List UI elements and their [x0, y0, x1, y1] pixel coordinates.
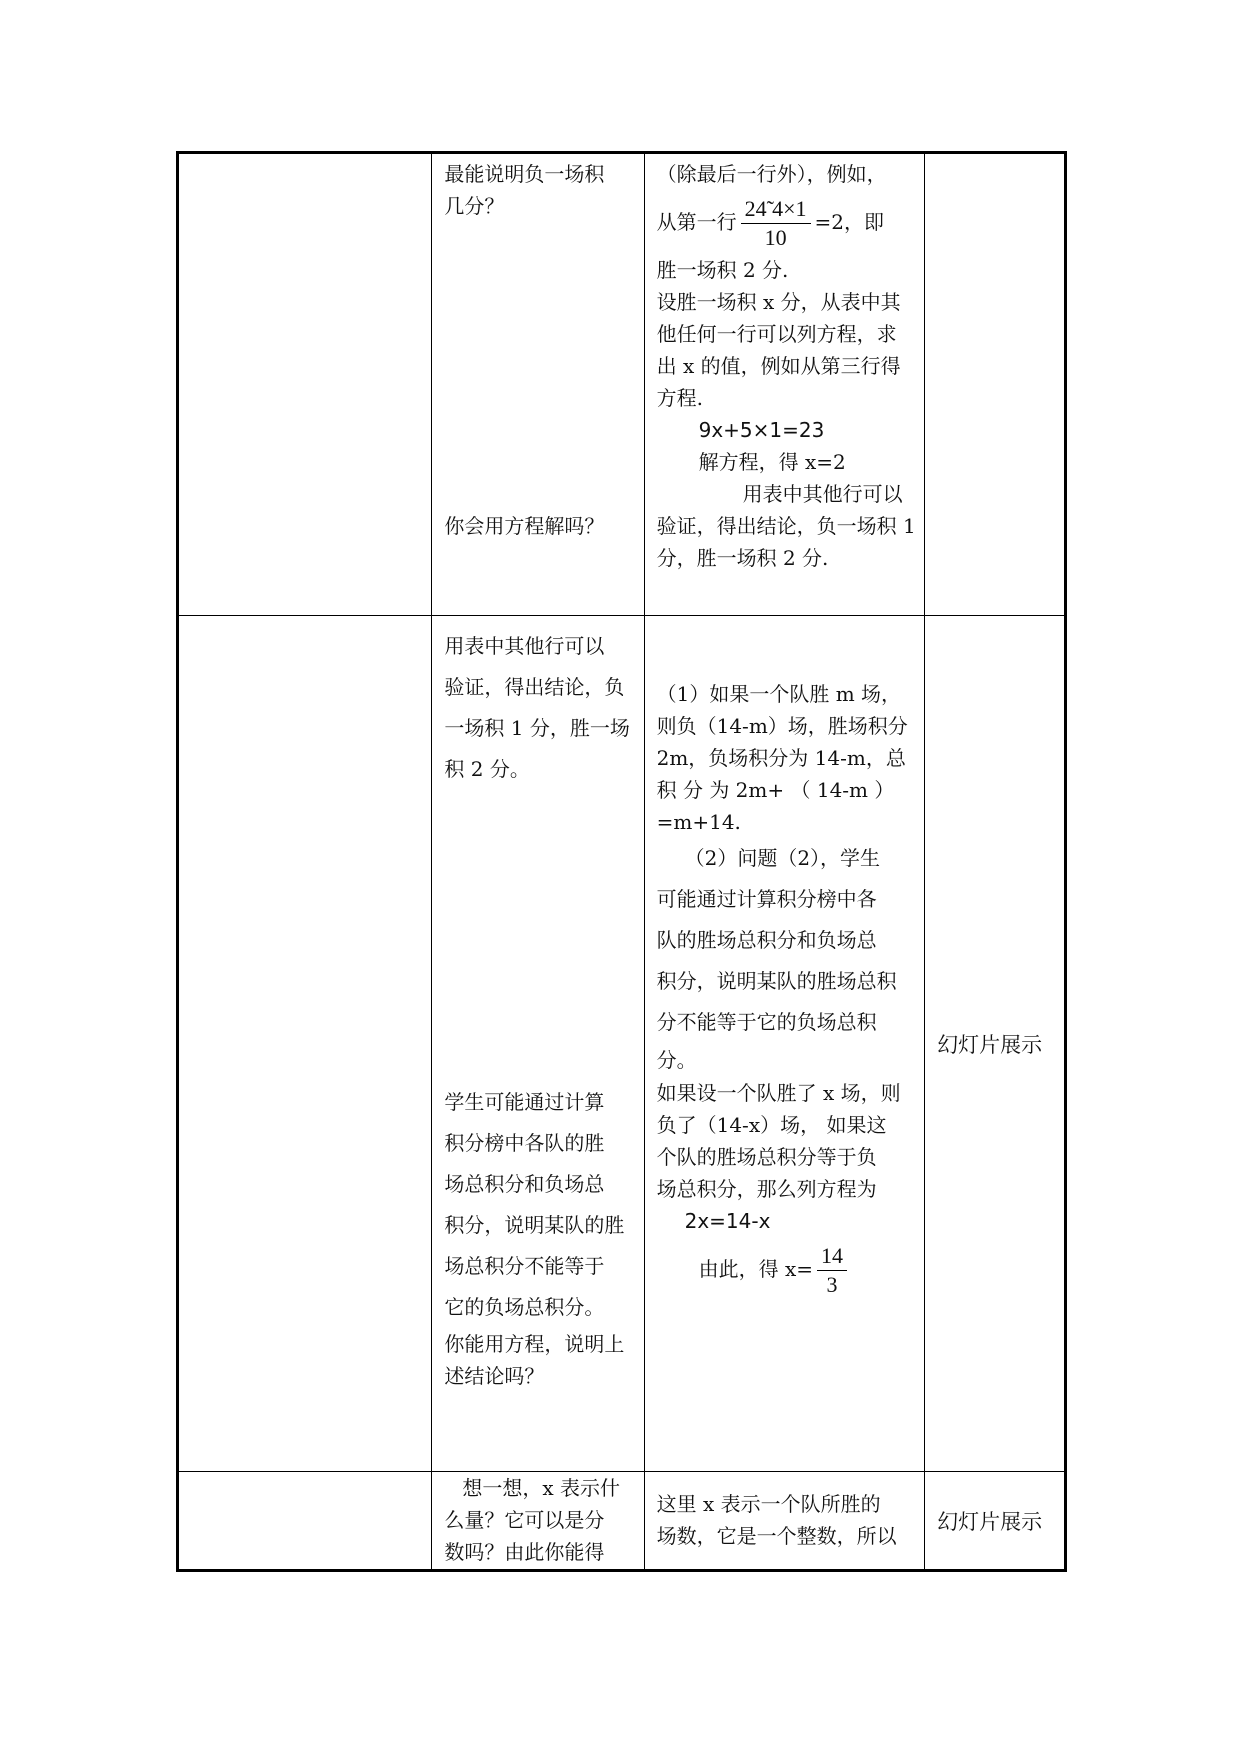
fraction — [741, 195, 811, 252]
fraction — [817, 1242, 847, 1299]
row3-answer-cell — [644, 1472, 925, 1571]
answer-text: （2）问题（2），学生 — [684, 846, 881, 870]
answer-text: 设胜一场积 x 分，从表中其 — [656, 290, 901, 314]
question-text: 积分榜中各队的胜 — [444, 1131, 605, 1155]
answer-text: 分不能等于它的负场总积 — [656, 1010, 877, 1034]
row2-col1-cell — [178, 616, 432, 1472]
answer-text: 出 x 的值，例如从第三行得 — [656, 354, 901, 378]
answer-text: 可能通过计算积分榜中各 — [656, 887, 877, 911]
equation: 2x=14-x — [684, 1209, 771, 1233]
answer-text: =m+14. — [656, 810, 741, 834]
row1-col1-cell — [178, 153, 432, 616]
fraction-denominator: 3 — [826, 1272, 838, 1297]
row2-question-cell — [432, 616, 644, 1472]
question-text: 积分，说明某队的胜 — [444, 1213, 625, 1237]
answer-text: （1）如果一个队胜 m 场， — [656, 682, 902, 706]
question-text: 最能说明负一场积 — [444, 162, 605, 186]
slide-show-note: 幻灯片展示 — [937, 1032, 1043, 1057]
slide-show-note: 幻灯片展示 — [937, 1509, 1043, 1534]
answer-text: 则负（14-m）场，胜场积分 — [656, 714, 908, 738]
answer-text: 如果设一个队胜了 x 场，则 — [656, 1081, 901, 1105]
answer-text: 负了（14-x）场， 如果这 — [656, 1113, 887, 1137]
row2-notes-cell — [925, 616, 1066, 1472]
lesson-plan-table — [176, 151, 1067, 1572]
question-text: 用表中其他行可以 — [444, 634, 605, 658]
question-text: 它的负场总积分。 — [444, 1295, 605, 1319]
row3-col1-cell — [178, 1472, 432, 1571]
row3-notes-cell — [925, 1472, 1066, 1571]
row1-col4-cell — [925, 153, 1066, 616]
answer-text: （除最后一行外），例如， — [656, 162, 887, 186]
table-row — [178, 153, 1066, 616]
answer-text: 用表中其他行可以 — [742, 482, 903, 506]
question-text: 想一想，x 表示什 — [462, 1476, 621, 1500]
answer-text: 胜一场积 2 分. — [656, 258, 789, 282]
question-text: 验证，得出结论，负 — [444, 675, 625, 699]
answer-text: 验证，得出结论，负一场积 1 — [656, 514, 916, 538]
question-text: 么量？它可以是分 — [444, 1508, 605, 1532]
question-text: 一场积 1 分，胜一场 — [444, 716, 630, 740]
fraction-denominator: 10 — [764, 225, 787, 250]
table-row — [178, 1472, 1066, 1571]
row1-question-cell — [432, 153, 644, 616]
question-text: 积 2 分。 — [444, 757, 530, 781]
answer-text: 积 分 为 2m+ （ 14-m ） — [656, 778, 895, 802]
question-text: 几分？ — [444, 194, 505, 218]
answer-text: 队的胜场总积分和负场总 — [656, 928, 877, 952]
row3-question-cell — [432, 1472, 644, 1571]
row1-answer-cell — [644, 153, 925, 616]
question-text: 你能用方程，说明上 — [444, 1332, 625, 1356]
answer-text: 场总积分，那么列方程为 — [656, 1177, 877, 1201]
answer-text: 分，胜一场积 2 分. — [656, 546, 829, 570]
answer-text: 分。 — [656, 1048, 697, 1072]
question-text: 你会用方程解吗？ — [444, 514, 605, 538]
equation: 9x+5×1=23 — [698, 418, 825, 442]
answer-text: 这里 x 表示一个队所胜的 — [656, 1492, 881, 1516]
answer-text: 由此，得 x= — [698, 1257, 814, 1281]
question-text: 数吗？由此你能得 — [444, 1540, 605, 1564]
fraction-numerator: 14 — [817, 1242, 847, 1271]
question-text: 场总积分和负场总 — [444, 1172, 605, 1196]
answer-text: 解方程，得 x=2 — [698, 450, 846, 474]
question-text: 学生可能通过计算 — [444, 1090, 605, 1114]
answer-text: 个队的胜场总积分等于负 — [656, 1145, 877, 1169]
fraction-numerator: 24̃ 4×1 — [741, 195, 811, 224]
answer-text: 2m，负场积分为 14-m，总 — [656, 746, 906, 770]
answer-text: 他任何一行可以列方程，求 — [656, 322, 897, 346]
question-text: 场总积分不能等于 — [444, 1254, 605, 1278]
answer-text: 积分，说明某队的胜场总积 — [656, 969, 897, 993]
answer-text: 场数，它是一个整数，所以 — [656, 1524, 897, 1548]
table-row — [178, 616, 1066, 1472]
answer-text: =2，即 — [814, 210, 885, 234]
row2-answer-cell — [644, 616, 925, 1472]
answer-text: 方程. — [656, 386, 703, 410]
answer-text: 从第一行 — [656, 210, 737, 234]
question-text: 述结论吗？ — [444, 1364, 545, 1388]
